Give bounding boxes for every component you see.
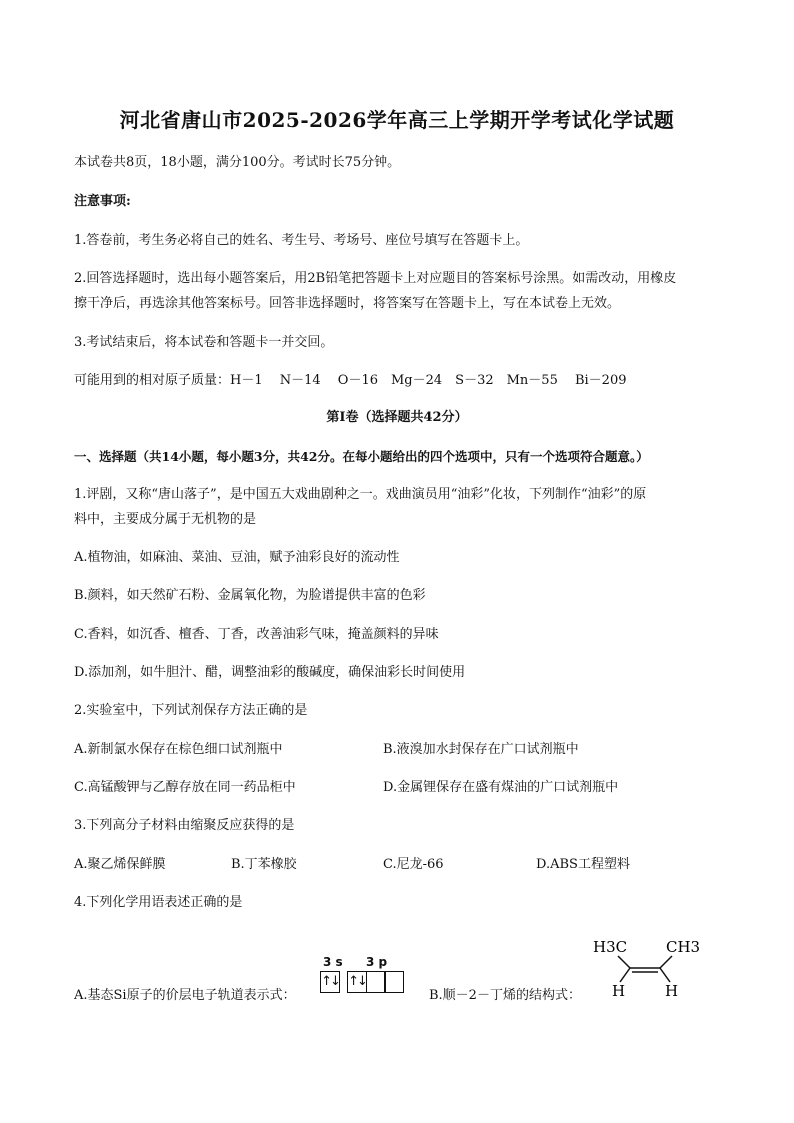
q4-option-a: A.基态Si原子的价层电子轨道表示式： <box>74 988 296 1003</box>
q1-option-b: B.颜料，如天然矿石粉、金属氧化物，为脸谱提供丰富的色彩 <box>74 588 426 603</box>
orbital-3p-label: 3 p <box>366 955 388 969</box>
section-title: 第Ⅰ卷（选择题共42分） <box>326 410 468 425</box>
q4-stem: 4.下列化学用语表述正确的是 <box>74 895 243 910</box>
q3-option-d: D.ABS工程塑料 <box>536 857 630 872</box>
q1-option-d: D.添加剂，如牛胆汁、醋，调整油彩的酸碱度，确保油彩长时间使用 <box>74 665 466 680</box>
orbital-3s-label: 3 s <box>323 955 343 969</box>
mol-h3c-label: H3C <box>593 938 628 956</box>
atomic-masses: 可能用到的相对原子质量：H－1 N－14 O－16 Mg－24 S－32 Mn－55 Bi－209 <box>74 373 627 388</box>
q2-option-c: C.高锰酸钾与乙醇存放在同一药品柜中 <box>74 780 296 795</box>
bond-left-bottom <box>620 968 630 982</box>
q3-option-c: C.尼龙-66 <box>383 857 444 872</box>
orbital-3p-box-1: ↑↓ <box>347 971 367 993</box>
q2-stem: 2.实验室中，下列试剂保存方法正确的是 <box>74 703 308 718</box>
bond-right-top <box>660 956 672 968</box>
mol-h-left-label: H <box>612 982 626 1000</box>
q2-option-b: B.液溴加水封保存在广口试剂瓶中 <box>383 742 579 757</box>
orbital-3p-box-3 <box>384 971 404 993</box>
part-heading: 一、选择题（共14小题，每小题3分，共42分。在每小题给出的四个选项中，只有一个选项符合题意。） <box>74 449 649 464</box>
q1-option-a: A.植物油，如麻油、菜油、豆油，赋予油彩良好的流动性 <box>74 550 400 565</box>
notice-2-cont: 擦干净后，再选涂其他答案标号。回答非选择题时，将答案写在答题卡上，写在本试卷上无效。 <box>74 296 621 311</box>
bond-right-bottom <box>660 968 670 982</box>
q3-option-b: B.丁苯橡胶 <box>231 857 297 872</box>
q1-stem-line2: 料中，主要成分属于无机物的是 <box>74 512 257 527</box>
q3-stem: 3.下列高分子材料由缩聚反应获得的是 <box>74 818 295 833</box>
mol-h-right-label: H <box>665 982 679 1000</box>
notice-3: 3.考试结束后，将本试卷和答题卡一并交回。 <box>74 335 334 350</box>
orbital-3s-box: ↑↓ <box>320 971 340 993</box>
q1-option-c: C.香料，如沉香、檀香、丁香，改善油彩气味，掩盖颜料的异味 <box>74 627 439 642</box>
mol-ch3-label: CH3 <box>666 938 701 956</box>
q2-option-d: D.金属锂保存在盛有煤油的广口试剂瓶中 <box>383 780 619 795</box>
cis-2-butene-structure <box>588 932 708 1002</box>
q2-option-a: A.新制氯水保存在棕色细口试剂瓶中 <box>74 742 283 757</box>
q4-option-b: B.顺－2－丁烯的结构式： <box>429 988 581 1003</box>
si-orbital-diagram <box>320 955 412 999</box>
q3-option-a: A.聚乙烯保鲜膜 <box>74 857 166 872</box>
orbital-3p-box-2 <box>366 971 386 993</box>
notice-2: 2.回答选择题时，选出每小题答案后，用2B铅笔把答题卡上对应题目的答案标号涂黑。如需改动，用橡皮 <box>74 271 677 286</box>
exam-title: 河北省唐山市2025-2026学年高三上学期开学考试化学试题 <box>119 108 675 132</box>
q1-stem-line1: 1.评剧，又称“唐山落子”，是中国五大戏曲剧种之一。戏曲演员用“油彩”化妆，下列制作“油彩”的原 <box>74 487 647 502</box>
exam-intro: 本试卷共8页，18小题，满分100分。考试时长75分钟。 <box>74 155 401 170</box>
notice-heading: 注意事项: <box>74 194 131 209</box>
notice-1: 1.答卷前，考生务必将自己的姓名、考生号、考场号、座位号填写在答题卡上。 <box>74 233 529 248</box>
bond-left-top <box>618 956 630 968</box>
